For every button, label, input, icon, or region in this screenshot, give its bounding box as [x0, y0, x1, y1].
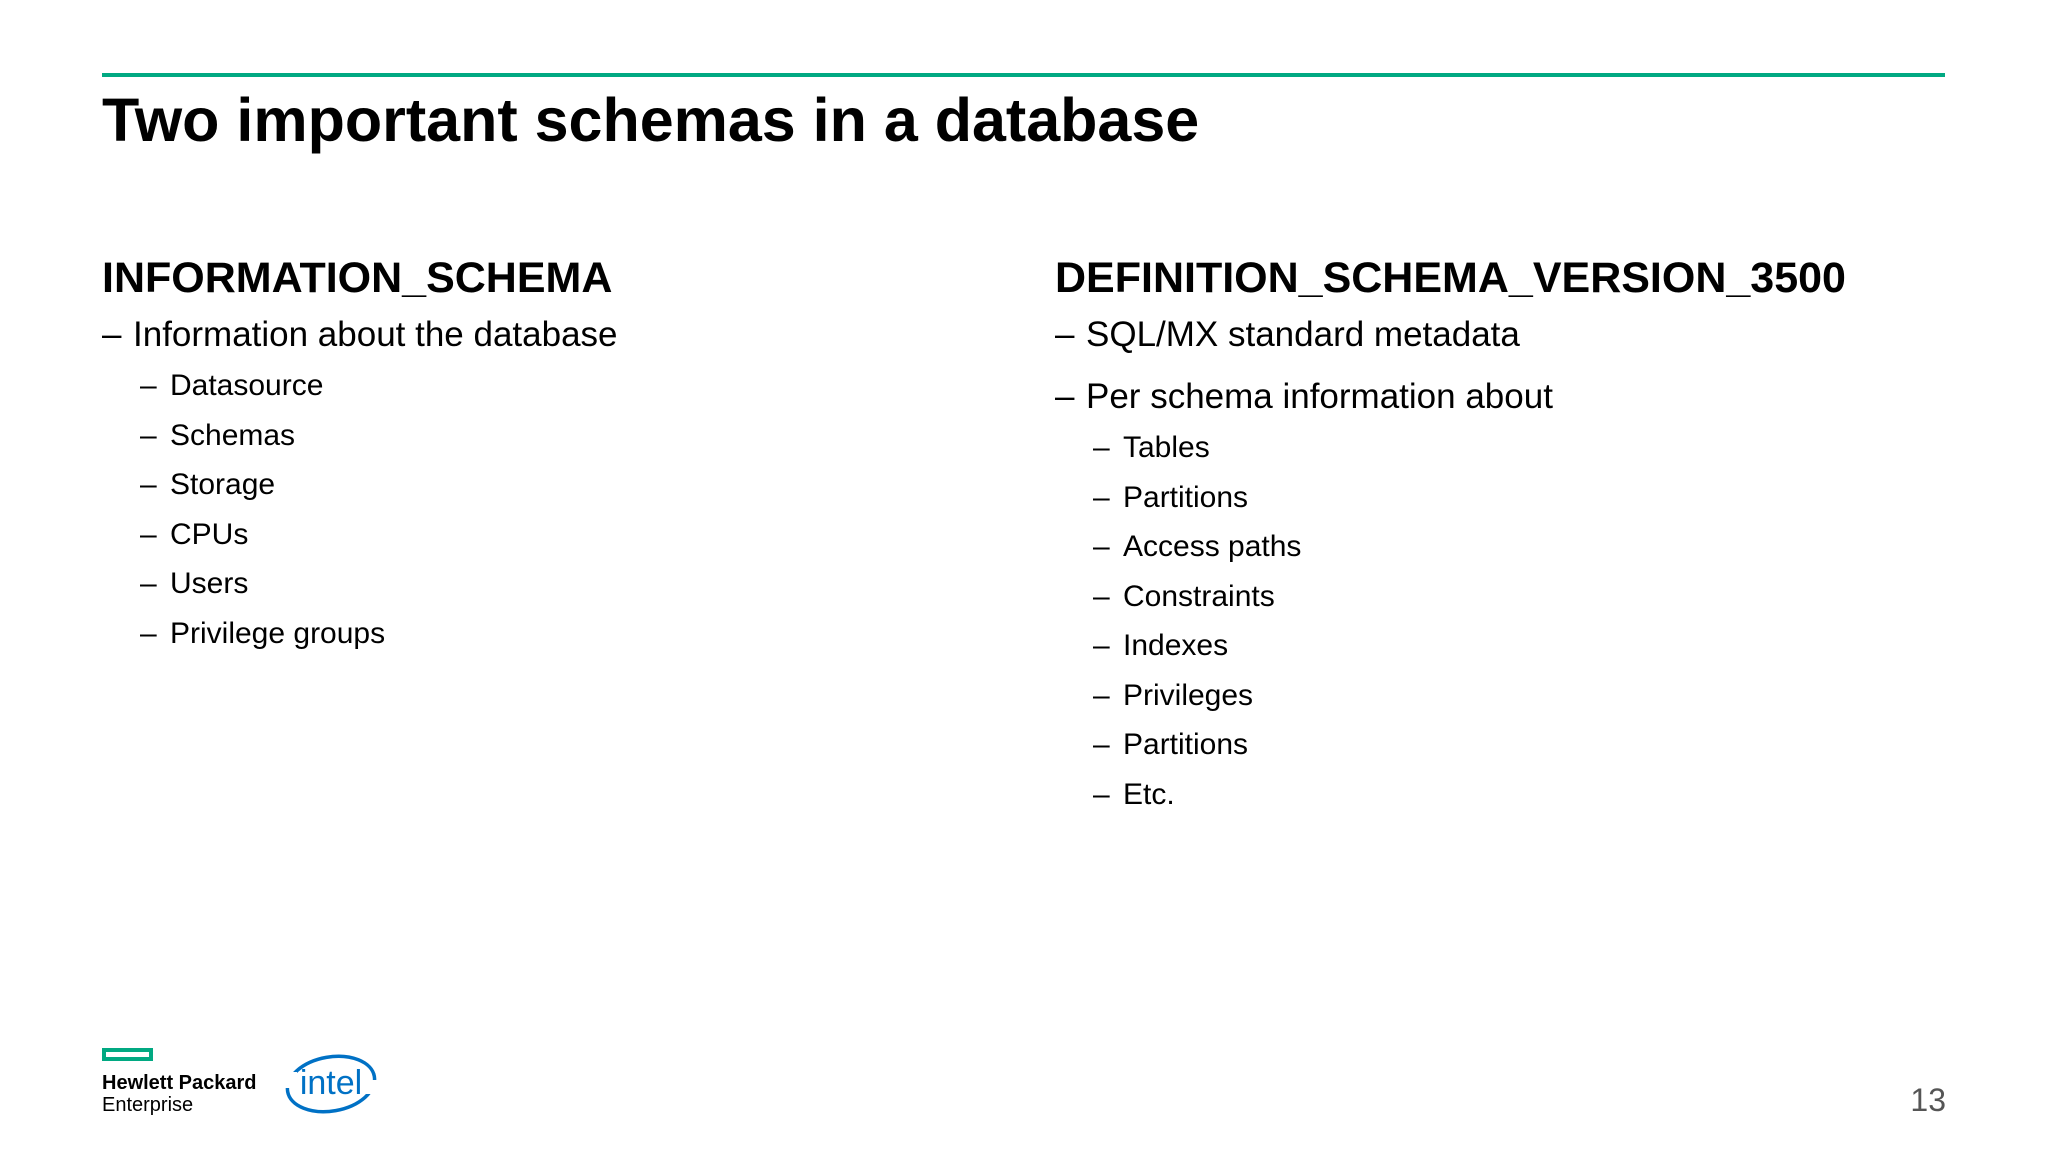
dash-bullet: – — [1093, 431, 1110, 464]
title-accent-rule — [102, 73, 1945, 77]
list-item — [102, 460, 618, 510]
dash-bullet: – — [140, 616, 157, 650]
list-item-text: Storage — [170, 468, 276, 501]
dash-bullet: – — [140, 369, 157, 402]
hpe-logo-text — [102, 1072, 257, 1116]
list-item-text: CPUs — [170, 517, 249, 551]
intel-swoosh-gap — [365, 1080, 379, 1094]
dash-bullet: – — [140, 517, 157, 551]
right-bullet-1 — [1055, 312, 1846, 358]
right-sub-list — [1055, 423, 1846, 819]
dash-bullet: – — [140, 468, 157, 501]
right-column-heading: DEFINITION_SCHEMA_VERSION_3500 — [1055, 254, 1846, 302]
dash-bullet: – — [140, 567, 157, 600]
dash-bullet: – — [1093, 579, 1110, 613]
list-item — [102, 559, 618, 609]
intel-swoosh-gap — [283, 1072, 297, 1088]
right-bullet-2-text: Per schema information about — [1086, 377, 1553, 416]
list-item — [102, 609, 618, 659]
dash-bullet: – — [1093, 530, 1110, 563]
hpe-logo-line1: Hewlett Packard — [102, 1072, 257, 1094]
left-bullet-1-text: Information about the database — [133, 315, 618, 354]
left-bullet-1 — [102, 312, 618, 358]
list-item — [1055, 770, 1846, 820]
list-item-text: Privilege groups — [170, 616, 386, 650]
right-column — [1055, 250, 1846, 819]
dash-bullet: – — [1093, 777, 1110, 811]
list-item — [1055, 572, 1846, 622]
dash-bullet: – — [1055, 377, 1075, 416]
list-item-text: Etc. — [1123, 777, 1175, 811]
page-number: 13 — [1910, 1082, 1946, 1118]
list-item-text: Users — [170, 567, 249, 600]
dash-bullet: – — [140, 418, 157, 452]
list-item — [1055, 522, 1846, 572]
list-item-text: Privileges — [1123, 678, 1254, 712]
list-item-text: Datasource — [170, 369, 324, 402]
dash-bullet: – — [1093, 678, 1110, 712]
slide-title: Two important schemas in a database — [102, 86, 1200, 154]
list-item-text: Constraints — [1123, 579, 1275, 613]
list-item-text: Partitions — [1123, 728, 1249, 761]
dash-bullet: – — [1093, 728, 1110, 761]
left-column — [102, 250, 618, 658]
list-item — [102, 411, 618, 461]
list-item-text: Schemas — [170, 418, 296, 452]
list-item — [1055, 473, 1846, 523]
dash-bullet: – — [1055, 315, 1075, 354]
list-item-text: Tables — [1123, 431, 1210, 464]
list-item-text: Partitions — [1123, 480, 1249, 514]
dash-bullet: – — [1093, 629, 1110, 662]
dash-bullet: – — [1093, 480, 1110, 514]
list-item — [1055, 720, 1846, 770]
dash-bullet: – — [102, 315, 122, 354]
list-item — [1055, 671, 1846, 721]
list-item — [1055, 621, 1846, 671]
left-column-heading: INFORMATION_SCHEMA — [102, 254, 613, 302]
left-sub-list — [102, 361, 618, 658]
right-bullet-2 — [1055, 374, 1846, 420]
right-bullet-1-text: SQL/MX standard metadata — [1086, 315, 1520, 354]
hpe-logo-line2: Enterprise — [102, 1094, 194, 1116]
intel-logo-text: intel — [299, 1064, 363, 1102]
list-item-text: Access paths — [1123, 530, 1302, 563]
hpe-element-icon — [102, 1048, 153, 1061]
list-item — [102, 361, 618, 411]
intel-logo — [283, 1050, 379, 1116]
list-item — [1055, 423, 1846, 473]
list-item — [102, 510, 618, 560]
list-item-text: Indexes — [1123, 629, 1229, 662]
